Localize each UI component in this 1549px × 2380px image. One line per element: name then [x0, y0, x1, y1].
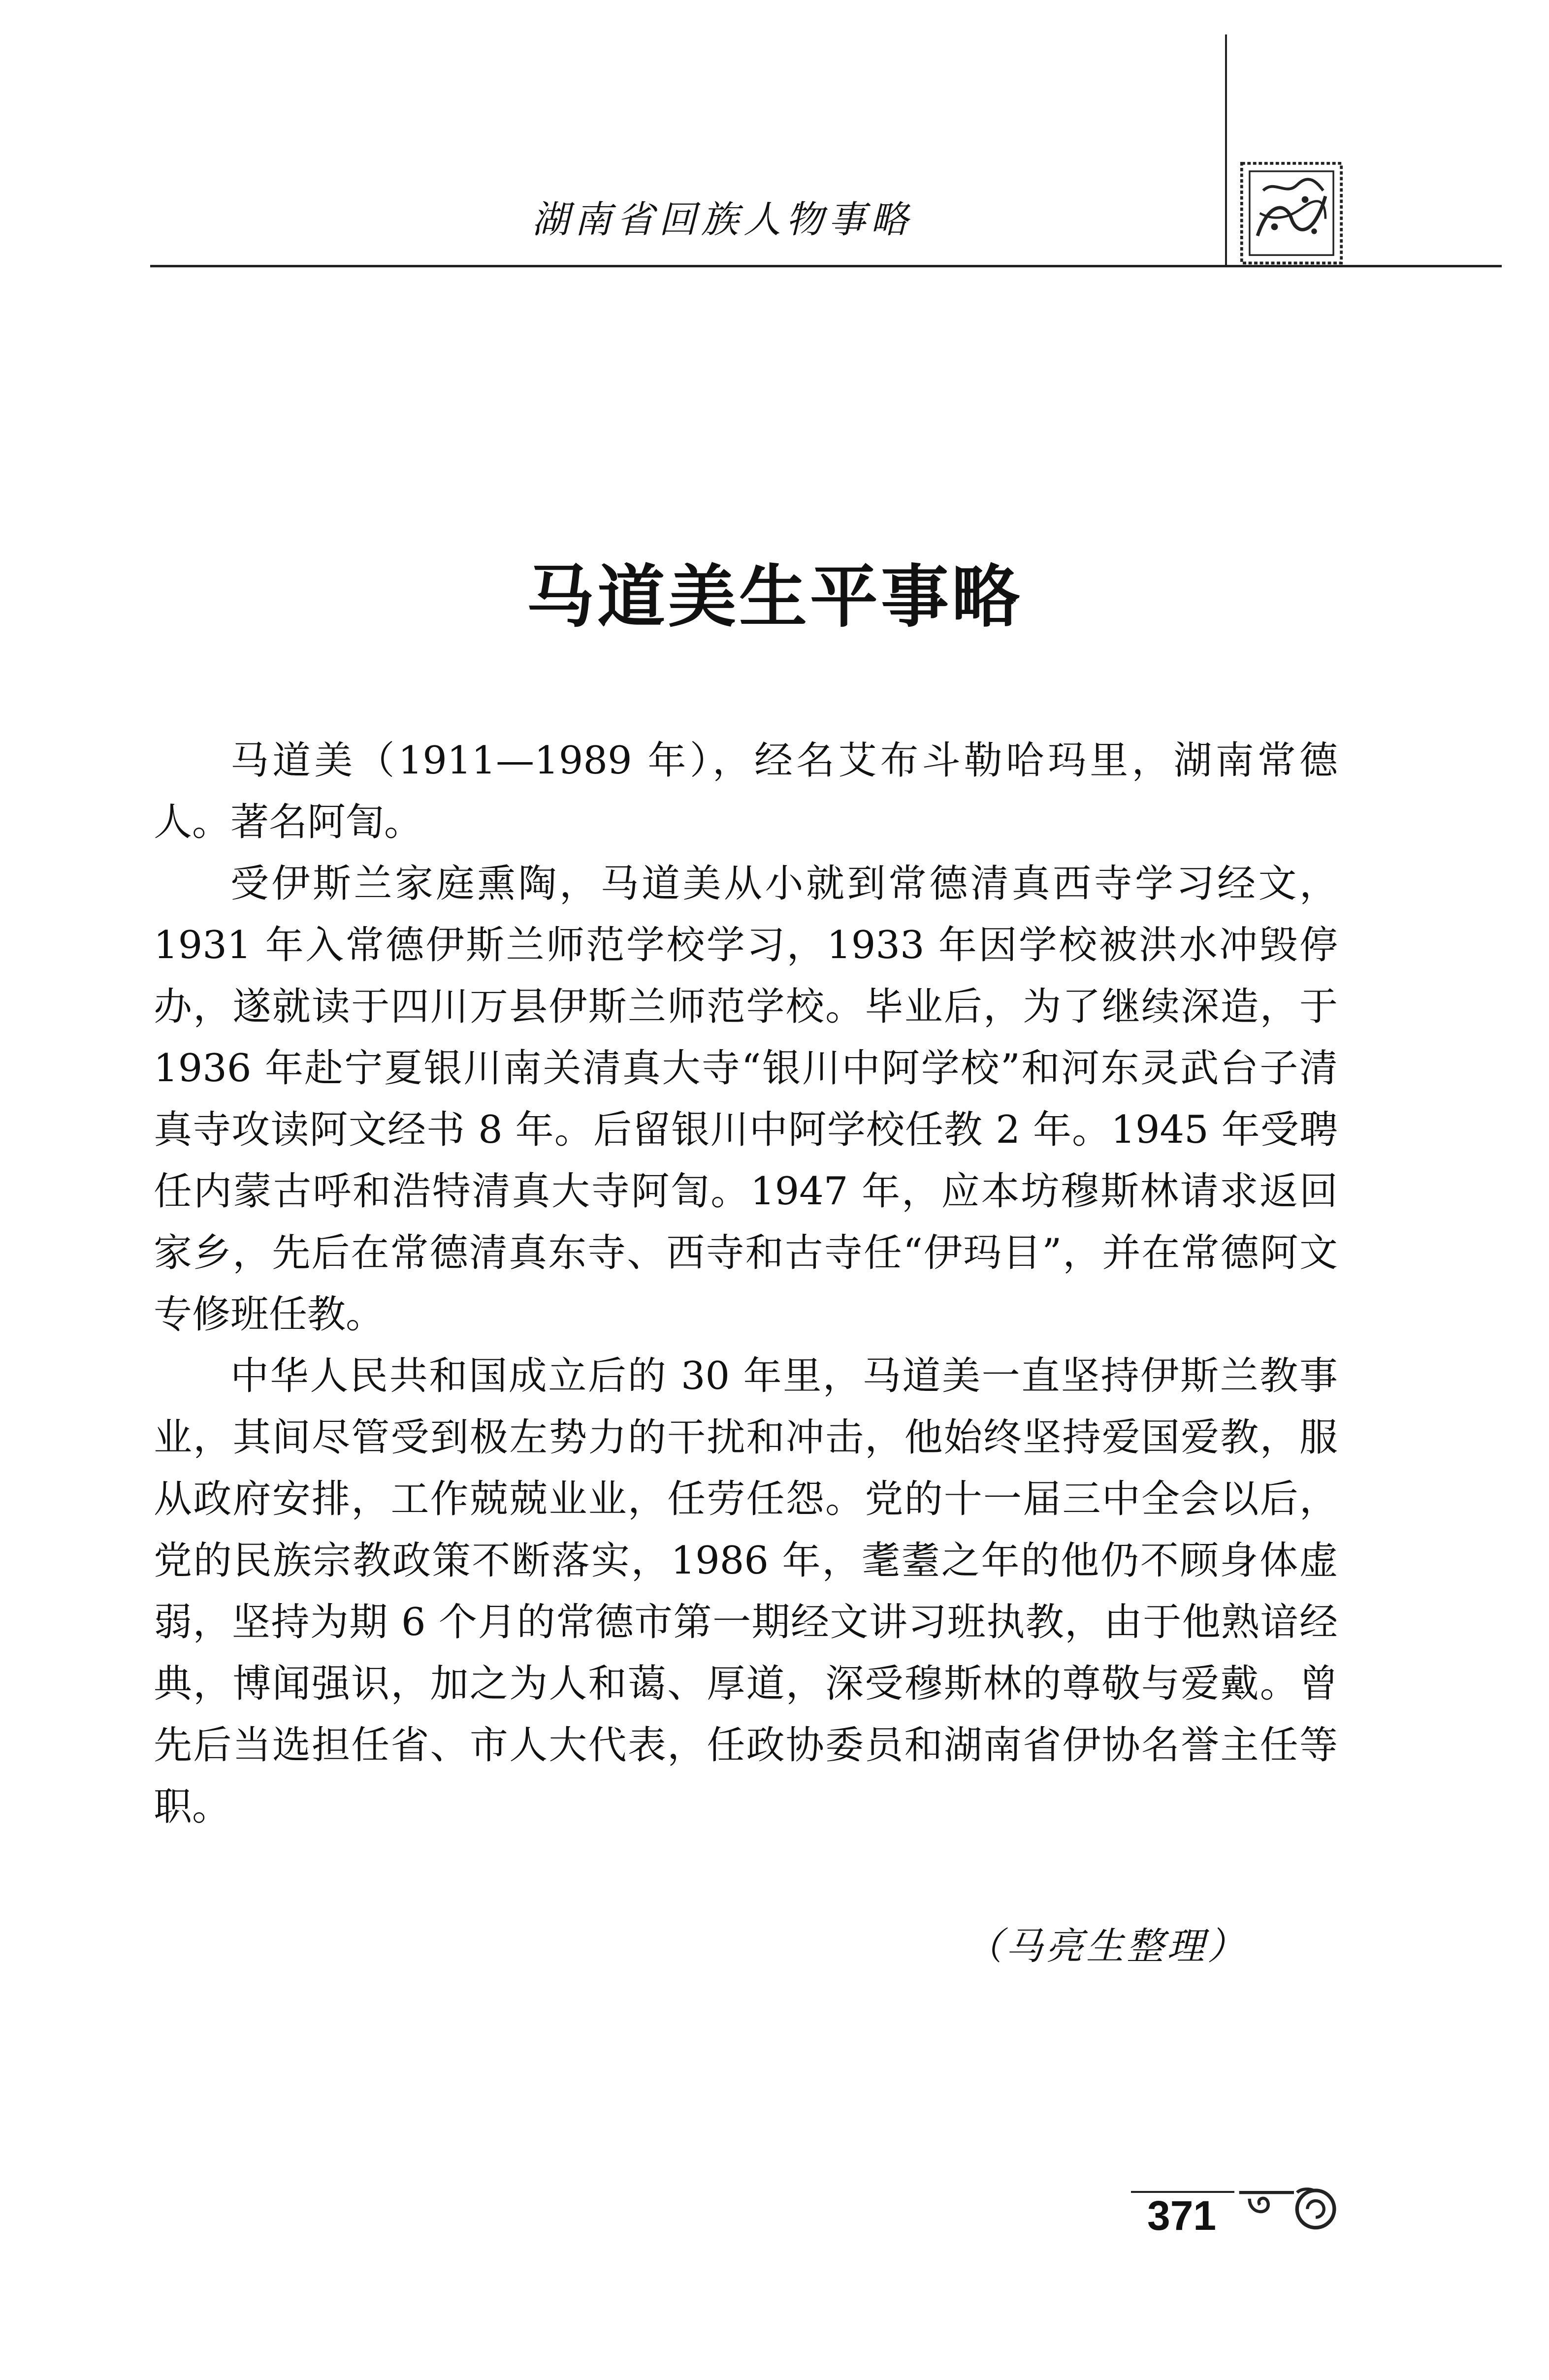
article-body [154, 730, 1338, 1838]
arabic-calligraphy-seal-icon [1235, 157, 1348, 270]
paragraph-1: 马道美（1911—1989 年），经名艾布斗勒哈玛里，湖南常德人。著名阿訇。 [154, 739, 1338, 844]
header-rule [150, 265, 1502, 267]
scroll-swirl-icon [1236, 2180, 1342, 2232]
header-vertical-rule [1225, 34, 1227, 267]
running-header-title: 湖南省回族人物事略 [532, 197, 913, 241]
paragraph-2: 受伊斯兰家庭熏陶，马道美从小就到常德清真西寺学习经文，1931 年入常德伊斯兰师范学校学习，1933 年因学校被洪水冲毁停办，遂就读于四川万县伊斯兰师范学校。毕业后，为了继续深造，于 1936 年赴宁夏银川南关清真大寺“银川中阿学校”和河东灵武台子清真寺攻读阿文经书 8 年。后留银川中阿学校任教 2 年。1945 年受聘任内蒙古呼和浩特清真大寺阿訇。1947 年，应本坊穆斯林请求返回家乡，先后在常德清真东寺、西寺和古寺任“伊玛目”，并在常德阿文专修班任教。 [154, 862, 1338, 1337]
attribution: （马亮生整理） [965, 1924, 1248, 1968]
page-title: 马道美生平事略 [526, 556, 1023, 637]
page-number: 371 [1147, 2192, 1217, 2239]
paragraph-3: 中华人民共和国成立后的 30 年里，马道美一直坚持伊斯兰教事业，其间尽管受到极左势力的干扰和冲击，他始终坚持爱国爱教，服从政府安排，工作兢兢业业，任劳任怨。党的十一届三中全会以后，党的民族宗教政策不断落实，1986 年，耄耋之年的他仍不顾身体虚弱，坚持为期 6 个月的常德市第一期经文讲习班执教，由于他熟谙经典，博闻强识，加之为人和蔼、厚道，深受穆斯林的尊敬与爱戴。曾先后当选担任省、市人大代表，任政协委员和湖南省伊协名誉主任等职。 [154, 1354, 1338, 1829]
